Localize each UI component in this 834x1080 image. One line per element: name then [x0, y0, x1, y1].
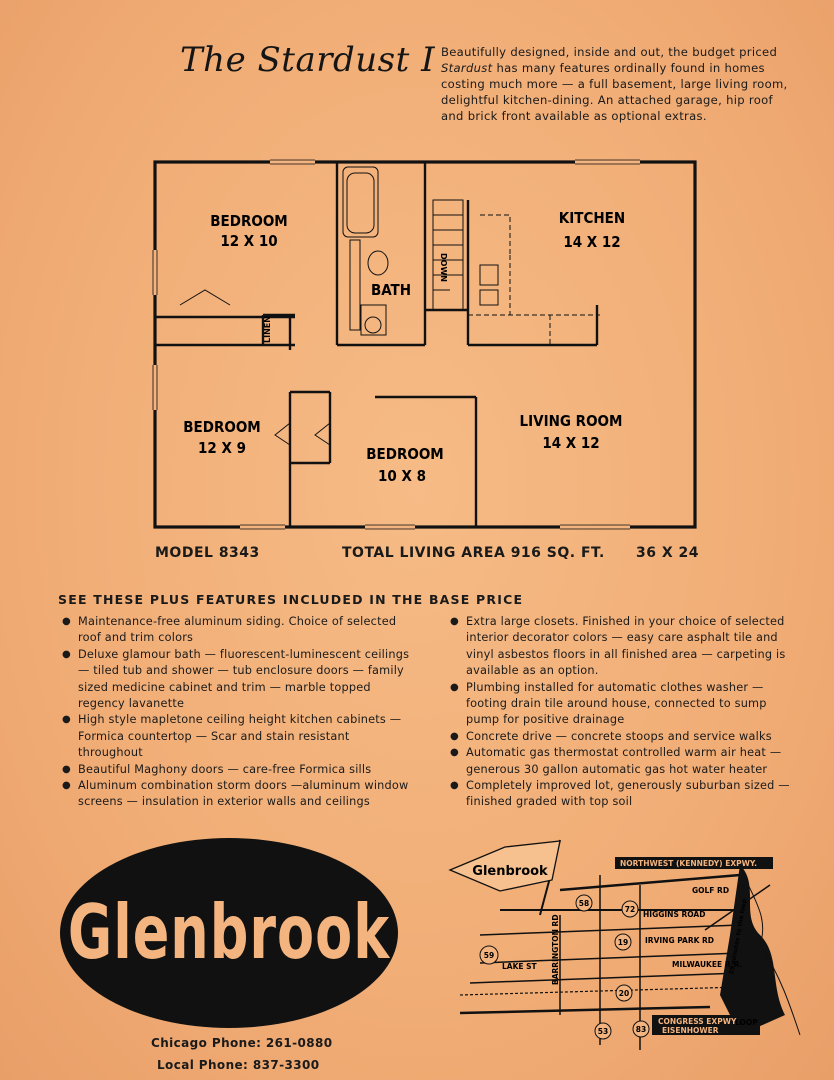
features-left-column	[62, 614, 410, 811]
local-phone: Local Phone: 837-3300	[157, 1058, 320, 1072]
living-room-name: LIVING ROOM	[519, 412, 623, 430]
feature-item: ● Aluminum combination storm doors —aluminum window screens — insulation in exterior walls and ceilings	[62, 778, 410, 811]
feature-item: ● Plumbing installed for automatic clothes washer — footing drain tile around house, connected to sump pump for positive drainage	[450, 680, 798, 729]
features-heading: SEE THESE PLUS FEATURES INCLUDED IN THE BASE PRICE	[58, 592, 524, 607]
feature-item: ● Completely improved lot, generously suburban sized — finished graded with top soil	[450, 778, 798, 811]
route-20: 20	[618, 989, 630, 998]
house-dimensions: 36 X 24	[636, 545, 700, 561]
route-58: 58	[578, 899, 590, 908]
map-label-golf: GOLF RD	[692, 886, 730, 895]
intro-italic: Stardust	[441, 61, 493, 75]
linen-label: LINEN	[263, 316, 272, 343]
route-19: 19	[617, 938, 629, 947]
map-label-northwest: NORTHWEST (KENNEDY) EXPWY.	[620, 859, 757, 868]
glenbrook-logo	[60, 838, 398, 1028]
map-label-higgins: HIGGINS ROAD	[643, 910, 706, 919]
feature-item: ● Automatic gas thermostat controlled warm air heat — generous 30 gallon automatic gas hot water heater	[450, 745, 798, 778]
map-label-minutes: 35 minutes to the loop	[728, 898, 749, 976]
fixtures	[180, 167, 600, 445]
bath-label: BATH	[370, 281, 412, 299]
map-label-congress: CONGRESS EXPWY	[658, 1017, 737, 1026]
feature-item: ● Maintenance-free aluminum siding. Choice of selected roof and trim colors	[62, 614, 410, 647]
lake-michigan-shore	[720, 865, 785, 1035]
route-83: 83	[635, 1025, 647, 1034]
bedroom1-name: BEDROOM	[210, 212, 288, 230]
route-53: 53	[597, 1027, 609, 1036]
location-map	[440, 835, 810, 1055]
living-room-size: 14 X 12	[542, 434, 600, 452]
map-label-barrington: BARRINGTON RD	[551, 914, 560, 985]
bedroom2-name: BEDROOM	[183, 418, 261, 436]
logo-text: Glenbrook	[67, 889, 391, 977]
feature-item: ● Beautiful Maghony doors — care-free Formica sills	[62, 762, 410, 778]
stair-down-label: DOWN	[439, 253, 448, 282]
map-flag-text: Glenbrook	[472, 864, 548, 879]
map-label-milwaukee: MILWAUKEE R.R.	[672, 960, 743, 969]
bedroom1-size: 12 X 10	[220, 232, 278, 250]
route-59: 59	[483, 951, 495, 960]
route-72: 72	[624, 905, 636, 914]
features-right-column	[450, 614, 798, 811]
model-number: MODEL 8343	[155, 545, 260, 561]
kitchen-size: 14 X 12	[563, 233, 621, 251]
feature-item: ● Concrete drive — concrete stoops and service walks	[450, 729, 798, 745]
intro-paragraph	[441, 44, 793, 124]
brochure-title: The Stardust I	[180, 40, 435, 80]
intro-text-1: Beautifully designed, inside and out, the budget priced	[441, 45, 778, 59]
map-flag	[450, 840, 560, 915]
total-living-area: TOTAL LIVING AREA 916 SQ. FT.	[342, 545, 605, 561]
map-label-eisenhower: EISENHOWER	[662, 1026, 719, 1035]
kitchen-name: KITCHEN	[558, 209, 626, 227]
map-label-loop: LOOP	[735, 1018, 758, 1027]
bedroom2-size: 12 X 9	[198, 439, 246, 457]
floor-plan	[150, 155, 702, 535]
map-label-lake: LAKE ST	[502, 962, 537, 971]
bedroom3-name: BEDROOM	[366, 445, 444, 463]
intro-text-2: has many features ordinally found in homes costing much more — a full basement, large living room, delightful kitchen-dining. An attached garage, hip roof and brick front available as optional extras.	[441, 61, 788, 123]
feature-item: ● Extra large closets. Finished in your choice of selected interior decorator colors — easy care asphalt tile and vinyl asbestos floors in all finished area — carpeting is available as an option.	[450, 614, 798, 680]
chicago-phone: Chicago Phone: 261-0880	[151, 1036, 333, 1050]
feature-item: ● Deluxe glamour bath — fluorescent-luminescent ceilings — tiled tub and shower — tub enclosure doors — family sized medicine cabinet and trim — marble topped regency lavanette	[62, 647, 410, 713]
bedroom3-size: 10 X 8	[378, 467, 426, 485]
map-label-irving: IRVING PARK RD	[645, 936, 715, 945]
feature-item: ● High style mapletone ceiling height kitchen cabinets — Formica countertop — Scar and stain resistant throughout	[62, 712, 410, 761]
